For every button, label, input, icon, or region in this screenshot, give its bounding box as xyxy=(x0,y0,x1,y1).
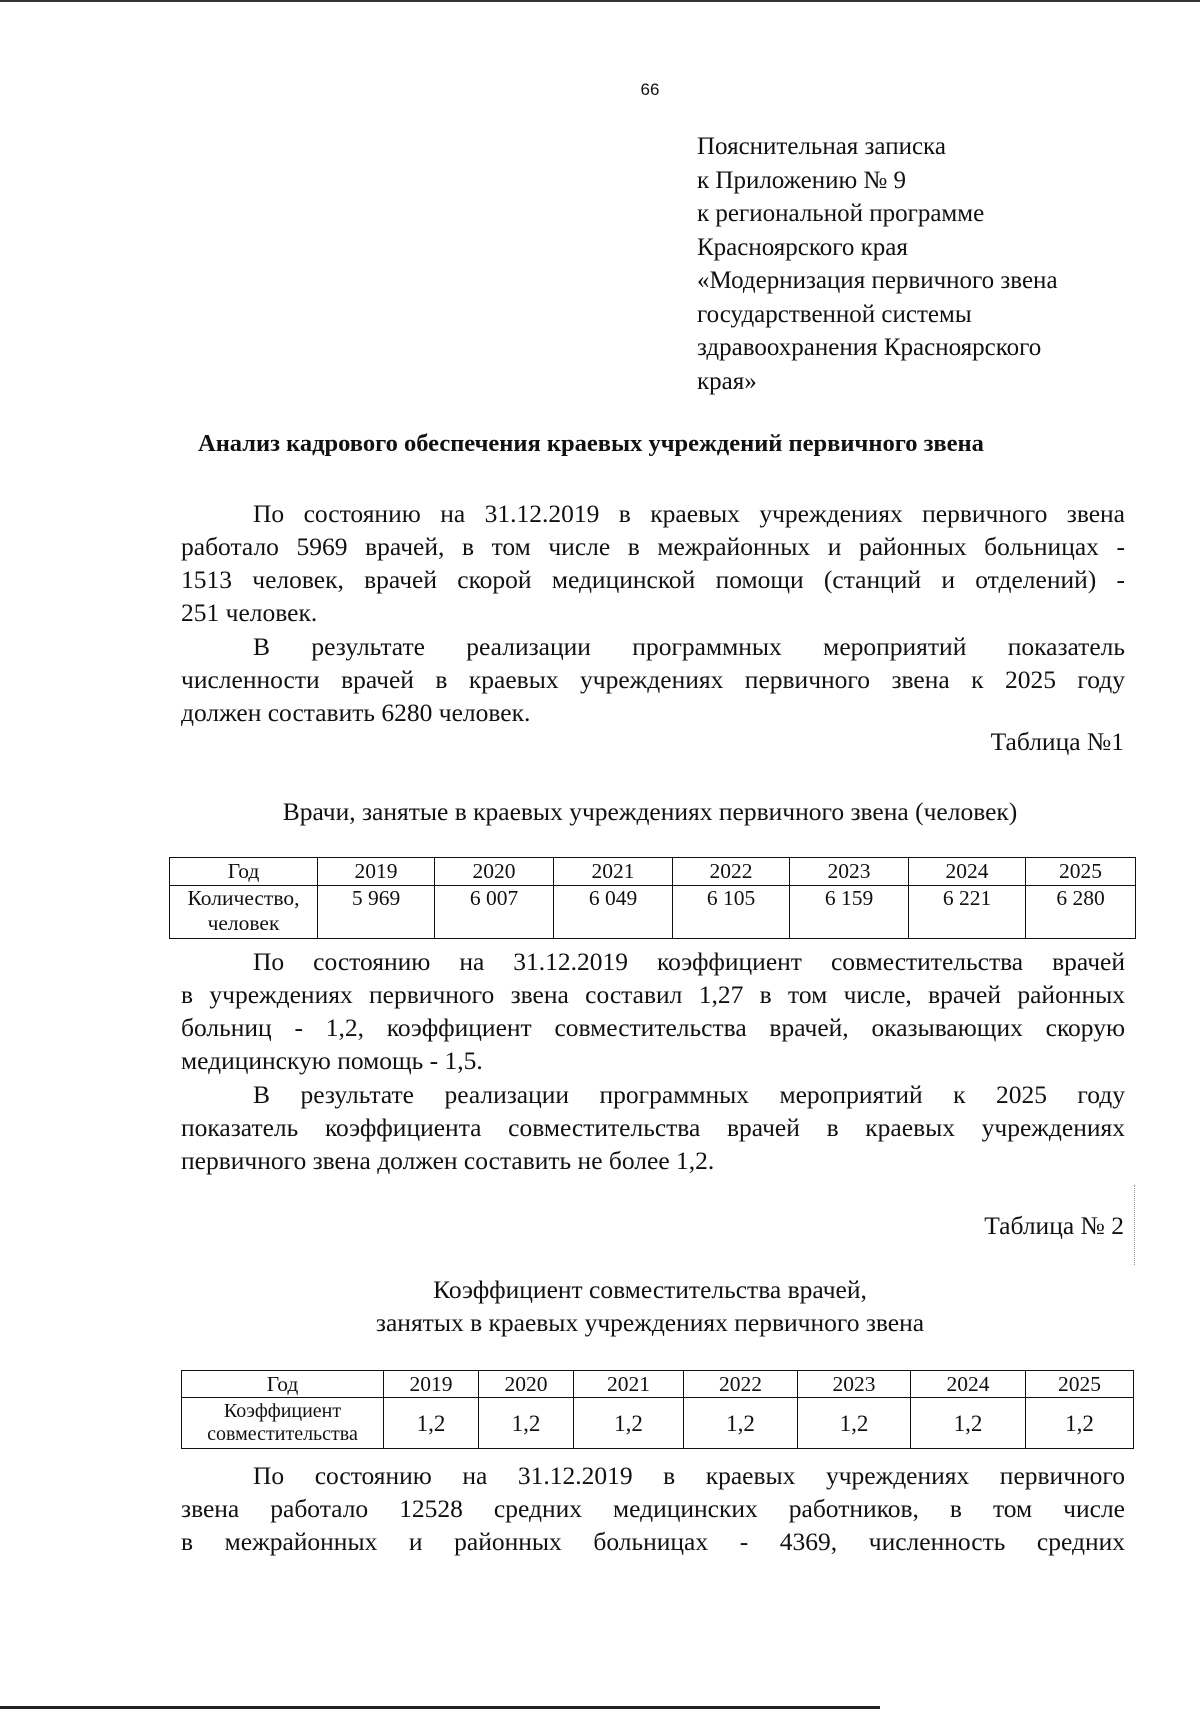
value-cell: 6 105 xyxy=(673,886,790,939)
section-heading: Анализ кадрового обеспечения краевых учреждений первичного звена xyxy=(198,430,984,457)
scan-top-edge xyxy=(0,0,1200,2)
table-1-caption: Врачи, занятые в краевых учреждениях первичного звена (человек) xyxy=(282,797,1018,826)
table-2-label: Таблица № 2 xyxy=(984,1211,1124,1240)
paragraph-line: медицинскую помощь - 1,5. xyxy=(181,1046,483,1075)
paragraph-line: показатель коэффициента совместительства врачей в краевых учреждениях xyxy=(181,1113,1125,1142)
caption-line: Коэффициент совместительства врачей, xyxy=(433,1275,867,1304)
table-1-label: Таблица №1 xyxy=(990,727,1124,756)
paragraph-1 xyxy=(181,497,1125,629)
scan-bottom-edge xyxy=(0,1706,880,1709)
value-cell: 5 969 xyxy=(318,886,435,939)
explanatory-note-block xyxy=(697,130,1137,398)
caption-line: занятых в краевых учреждениях первичного звена xyxy=(375,1308,925,1337)
doctors-count-table xyxy=(169,857,1136,939)
value-cell: 6 221 xyxy=(909,886,1026,939)
value-cell: 1,2 xyxy=(911,1398,1026,1449)
paragraph-line: работало 5969 врачей, в том числе в межрайонных и районных больницах - xyxy=(181,532,1125,561)
header-cell: 2024 xyxy=(909,858,1026,886)
value-cell: 1,2 xyxy=(479,1398,574,1449)
paragraph-5 xyxy=(181,1459,1125,1558)
paragraph-line: численности врачей в краевых учреждениях первичного звена к 2025 году xyxy=(181,665,1125,694)
table-header-row xyxy=(182,1371,1134,1398)
paragraph-line: в учреждениях первичного звена составил 1,27 в том числе, врачей районных xyxy=(181,980,1125,1009)
paragraph-line: По состоянию на 31.12.2019 в краевых учреждениях первичного xyxy=(253,1461,1125,1490)
table-row xyxy=(182,1398,1134,1449)
coefficient-table xyxy=(181,1370,1134,1449)
header-cell: 2024 xyxy=(911,1371,1026,1398)
value-cell: 1,2 xyxy=(798,1398,911,1449)
header-cell: 2021 xyxy=(554,858,673,886)
paragraph-line: 1513 человек, врачей скорой медицинской помощи (станций и отделений) - xyxy=(181,565,1125,594)
header-cell: 2025 xyxy=(1026,858,1136,886)
row-label-cell: Количество, человек xyxy=(170,886,318,939)
value-cell: 1,2 xyxy=(384,1398,479,1449)
table-row xyxy=(170,886,1136,939)
paragraph-4 xyxy=(181,1078,1125,1177)
paragraph-line: В результате реализации программных мероприятий к 2025 году xyxy=(253,1080,1125,1109)
paragraph-line: По состоянию на 31.12.2019 в краевых учреждениях первичного звена xyxy=(253,499,1125,528)
header-cell: 2022 xyxy=(684,1371,798,1398)
paragraph-2 xyxy=(181,630,1125,729)
paragraph-line: в межрайонных и районных больницах - 4369, численность средних xyxy=(181,1527,1125,1556)
header-cell: 2021 xyxy=(574,1371,684,1398)
value-cell: 1,2 xyxy=(1026,1398,1134,1449)
note-line: государственной системы xyxy=(697,300,972,328)
value-cell: 6 280 xyxy=(1026,886,1136,939)
note-line: Пояснительная записка xyxy=(697,133,946,160)
note-line: края» xyxy=(697,367,757,395)
header-cell: 2020 xyxy=(479,1371,574,1398)
value-cell: 6 007 xyxy=(435,886,554,939)
header-cell: 2023 xyxy=(798,1371,911,1398)
paragraph-line: 251 человек. xyxy=(181,598,318,627)
note-line: к региональной программе xyxy=(697,200,985,227)
header-cell: 2019 xyxy=(384,1371,479,1398)
paragraph-line: По состоянию на 31.12.2019 коэффициент совместительства врачей xyxy=(253,947,1125,976)
scan-artifact xyxy=(1134,1185,1137,1265)
header-cell: 2020 xyxy=(435,858,554,886)
header-cell: 2022 xyxy=(673,858,790,886)
paragraph-3 xyxy=(181,945,1125,1077)
paragraph-line: В результате реализации программных мероприятий показатель xyxy=(253,632,1125,661)
value-cell: 1,2 xyxy=(574,1398,684,1449)
table-2-caption xyxy=(0,1273,1200,1339)
value-cell: 6 049 xyxy=(554,886,673,939)
row-label-cell: Коэффициент совместительства xyxy=(182,1398,384,1449)
table-header-row xyxy=(170,858,1136,886)
paragraph-line: звена работало 12528 средних медицинских работников, в том числе xyxy=(181,1494,1125,1523)
paragraph-line: первичного звена должен составить не более 1,2. xyxy=(181,1146,715,1175)
note-line: Красноярского края xyxy=(697,233,908,261)
paragraph-line: больниц - 1,2, коэффициент совместительства врачей, оказывающих скорую xyxy=(181,1013,1125,1042)
note-line: к Приложению № 9 xyxy=(697,166,907,194)
value-cell: 1,2 xyxy=(684,1398,798,1449)
page-number: 66 xyxy=(640,80,660,99)
header-cell: 2025 xyxy=(1026,1371,1134,1398)
note-line: здравоохранения Красноярского xyxy=(697,334,1042,361)
header-cell: Год xyxy=(170,858,318,886)
header-cell: Год xyxy=(182,1371,384,1398)
paragraph-line: должен составить 6280 человек. xyxy=(181,698,531,727)
note-line: «Модернизация первичного звена xyxy=(697,267,1058,294)
value-cell: 6 159 xyxy=(790,886,909,939)
header-cell: 2019 xyxy=(318,858,435,886)
header-cell: 2023 xyxy=(790,858,909,886)
